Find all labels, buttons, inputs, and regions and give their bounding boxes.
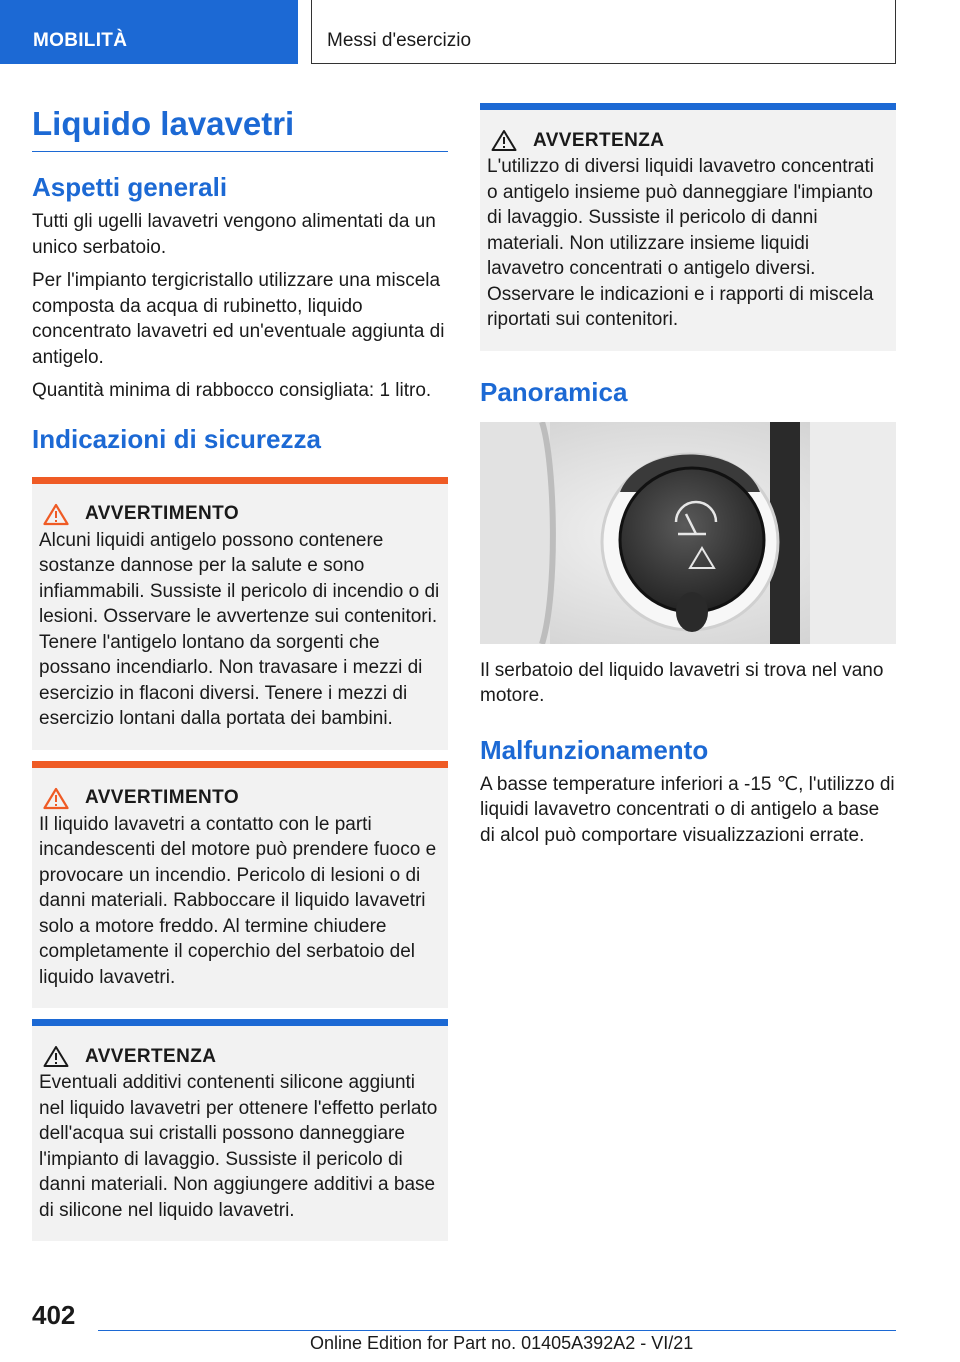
warning-box [32,761,448,1009]
warning-bar [32,761,448,768]
section-heading-panoramica: Panoramica [480,376,628,407]
right-column [480,103,896,856]
warning-triangle-icon [43,1045,69,1068]
edition-text: Online Edition for Part no. 01405A392A2 - VI/21 [310,1333,694,1353]
paragraph: Per l'impianto tergicristallo utilizzare una miscela composta da acqua di rubinetto, liquido concentrato lavavetri ed un'eventuale aggiunta di antigelo. [32,270,445,368]
page-number: 402 [32,1300,76,1330]
chapter-breadcrumb: Messi d'esercizio [311,0,896,64]
warning-triangle-icon [43,503,69,526]
notice-text: Eventuali additivi contenenti silicone aggiunti nel liquido lavavetri per ottenere l'effetto perlato dell'acqua sui cristalli possono danneggiare l'impianto di lavaggio. Sussiste il pericolo di danni materiali. Non aggiungere additivi a base di silicone nel liquido lavavetri. [39,1072,438,1221]
notice-bar [32,1019,448,1026]
warning-triangle-icon [491,129,517,152]
warning-text: Alcuni liquidi antigelo possono contenere sostanze dannose per la salute e sono infiammabili. Sussiste il pericolo di incendio o di lesioni. Osservare le avvertenze sui contenitori. Tenere l'antigelo lontano da sorgenti che possano incendiarlo. Non travasare i mezzi di esercizio in flaconi diversi. Tenere i mezzi di esercizio lontani dalla portata dei bambini. [39,529,440,729]
notice-box [480,103,896,351]
notice-label: AVVERTENZA [533,129,665,151]
section-heading-sicurezza: Indicazioni di sicurezza [32,423,321,454]
footer-rule [98,1330,896,1331]
paragraph: Tutti gli ugelli lavavetri vengono alimentati da un unico serbatoio. [32,211,436,258]
paragraph: Quantità minima di rabbocco consigliata: 1 litro. [32,380,432,401]
notice-text: L'utilizzo di diversi liquidi lavavetro concentrati o antigelo insieme può danneggiare l'impianto di lavaggio. Sussiste il pericolo di danni materiali. Non utilizzare insieme liquidi lavavetro concentrati o antigelo diversi. Osservare le indicazioni e i rapporti di miscela riportati sui contenitori. [487,156,874,330]
notice-box [32,1019,448,1241]
left-column [32,100,448,1241]
notice-bar [480,103,896,110]
section-tab: MOBILITÀ [0,0,298,64]
warning-text: Il liquido lavavetri a contatto con le parti incandescenti del motore può prendere fuoco e provocare un incendio. Pericolo di lesioni o di danni materiali. Rabboccare il liquido lavavetri solo a motore freddo. Al termine chiudere completamente il coperchio del serbatoio del liquido lavavetri. [39,813,437,988]
reservoir-cap-image [480,422,896,644]
warning-triangle-icon [43,787,69,810]
section-heading-aspetti: Aspetti generali [32,172,228,202]
title-rule [32,151,448,152]
page-title: Liquido lavavetri [32,105,295,142]
warning-bar [32,477,448,484]
warning-box [32,477,448,750]
image-caption: Il serbatoio del liquido lavavetri si trova nel vano motore. [480,659,884,706]
washer-reservoir-cap-icon [480,422,896,644]
notice-label: AVVERTENZA [85,1045,217,1067]
section-heading-malfunzionamento: Malfunzionamento [480,734,709,765]
warning-label: AVVERTIMENTO [85,787,239,808]
warning-label: AVVERTIMENTO [85,503,239,524]
paragraph: A basse temperature inferiori a -15 ℃, l'utilizzo di liquidi lavavetro concentrati o di antigelo a base di alcol può comportare visualizzazioni errate. [480,773,895,846]
